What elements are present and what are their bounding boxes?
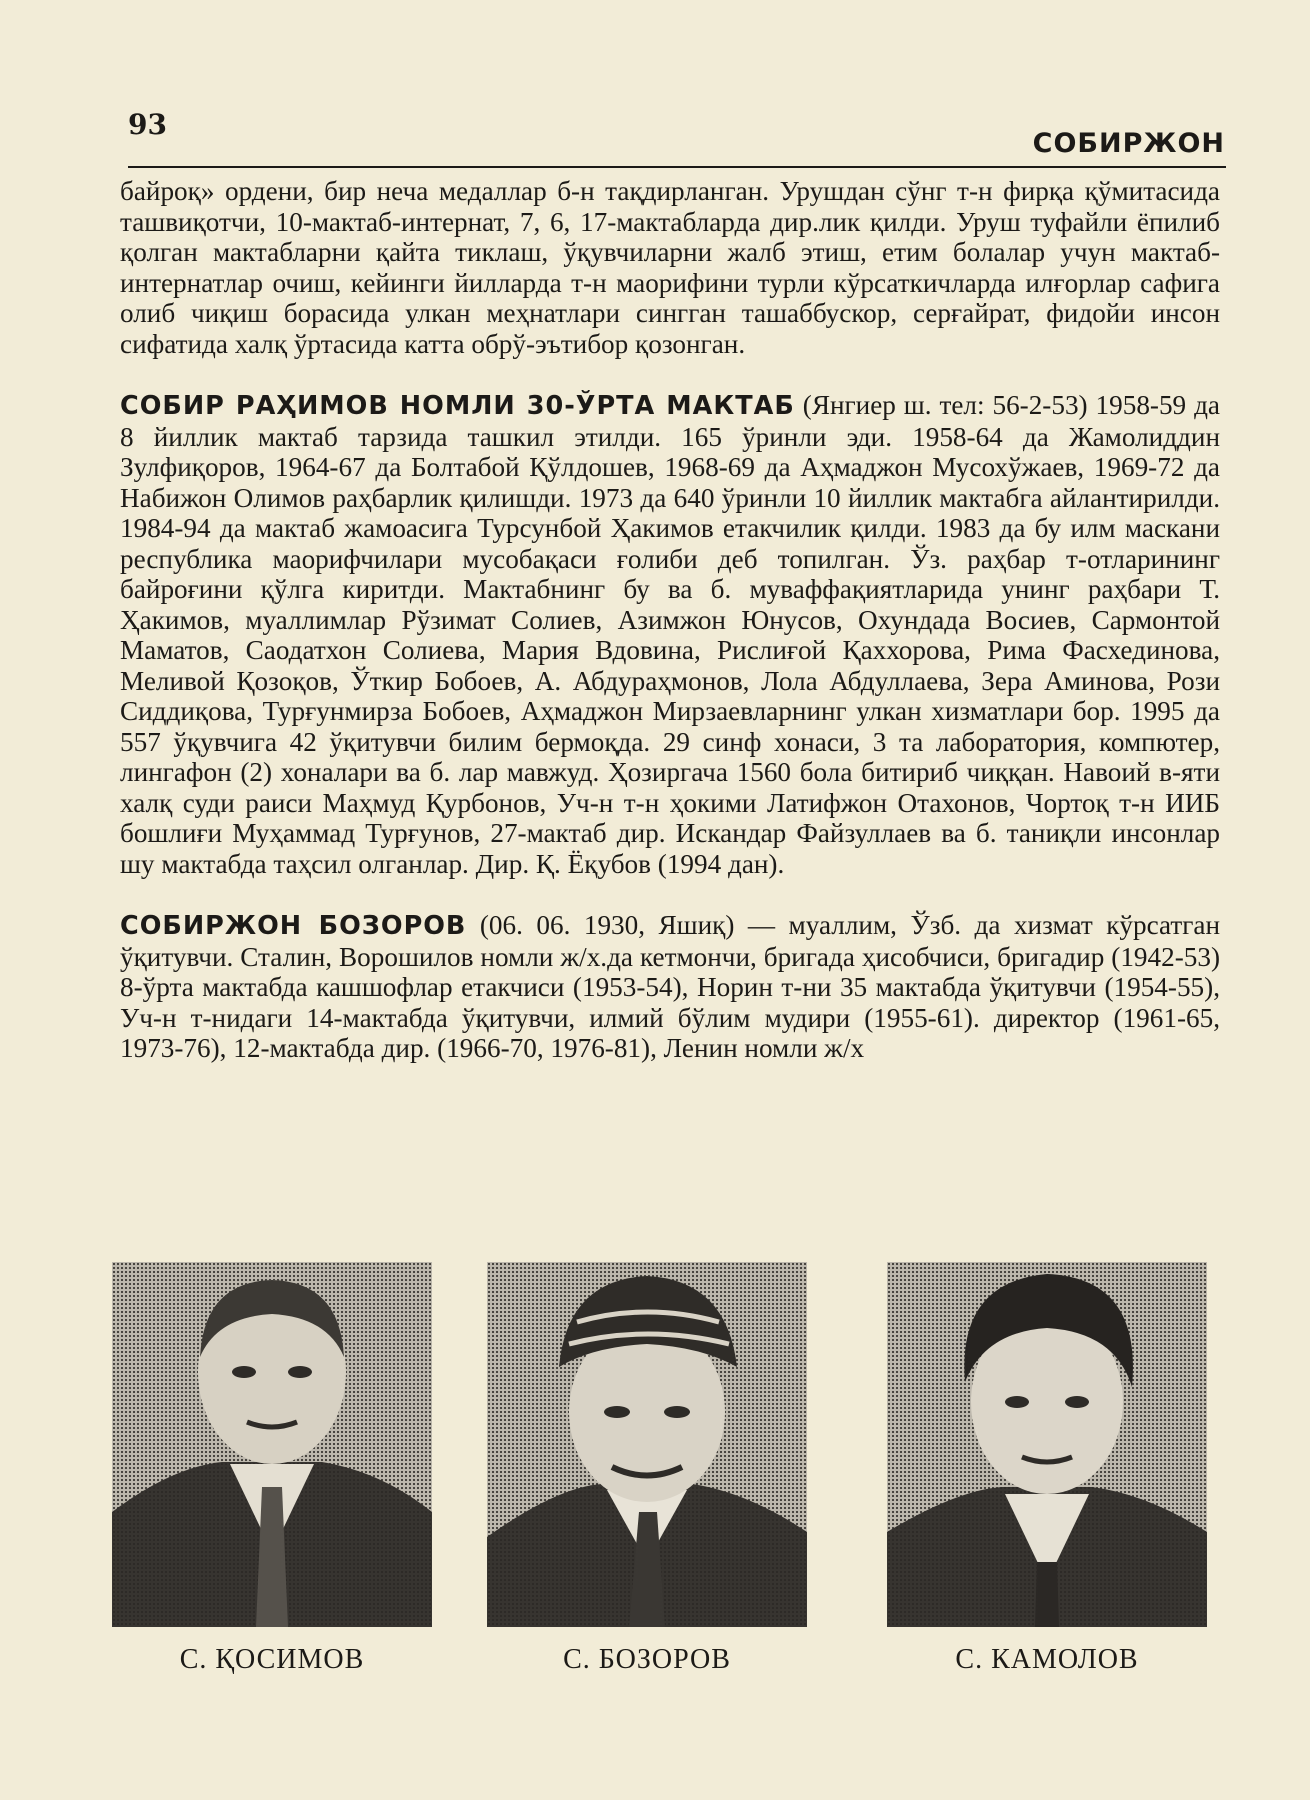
article-body <box>120 176 1220 1095</box>
portrait-caption: С. КАМОЛОВ <box>955 1644 1139 1675</box>
entry-text: (06. 06. 1930, Яшиқ) — муаллим, Ўзб. да хизмат кўрсатган ўқитувчи. Сталин, Ворошилов номли ж/х.да кетмончи, бригада ҳисобчиси, бригадир (1942-53) 8-ўрта мактабда кашшофлар етакчиси (1953-54), Норин т-ни 35 мактабда ўқитувчи (1954-55), Уч-н т-нидаги 14-мактабда ўқитувчи, илмий бўлим мудири (1955-61). директор (1961-65, 1973-76), 12-мактабда дир. (1966-70, 1976-81), Ленин номли ж/х <box>120 910 1220 1063</box>
portrait-photo <box>887 1262 1207 1627</box>
entry-headword: СОБИРЖОН БОЗОРОВ <box>120 911 467 941</box>
entry-school-30 <box>120 390 1220 879</box>
portrait-caption: С. БОЗОРОВ <box>563 1644 731 1675</box>
entry-text: байроқ» ордени, бир неча медаллар б-н тақдирланган. Урушдан сўнг т-н фирқа қўмитасида ташвиқотчи, 10-мактаб-интернат, 7, 6, 17-мактабларда дир.лик қилди. Уруш туфайли ёпилиб қолган мактабларни қайта тиклаш, ўқувчиларни жалб этиш, етим болалар учун мактаб-интернатлар очиш, кейинги йилларда т-н маорифини турли кўрсаткичларда илғорлар сафига олиб чиқиш борасида улкан меҳнатлари сингган ташаббускор, серғайрат, фидойи инсон сифатида халқ ўртасида катта обрў-эътибор қозонган. <box>120 176 1220 359</box>
entry-sobirjon-bozorov <box>120 910 1220 1064</box>
header-rule <box>128 166 1226 168</box>
running-head: СОБИРЖОН <box>1032 128 1225 159</box>
portrait-caption: С. ҚОСИМОВ <box>179 1644 365 1675</box>
entry-text: (Янгиер ш. тел: 56-2-53) 1958-59 да 8 йиллик мактаб тарзида ташкил этилди. 165 ўринли эди. 1958-64 да Жамолиддин Зулфиқоров, 1964-67 да Болтабой Қўлдошев, 1968-69 да Аҳмаджон Мусохўжаев, 1969-72 да Набижон Олимов раҳбарлик қилишди. 1973 да 640 ўринли 10 йиллик мактабга айлантирилди. 1984-94 да мактаб жамоасига Турсунбой Ҳакимов етакчилик қилди. 1983 да бу илм маскани республика маорифчилари мусобақаси ғолиби деб топилган. Ўз. раҳбар т-отларининг байроғини қўлга киритди. Мактабнинг бу ва б. муваффақиятларида унинг раҳбари Т. Ҳакимов, муаллимлар Рўзимат Солиев, Азимжон Юнусов, Охундада Восиев, Сармонтой Маматов, Саодатхон Солиева, Мария Вдовина, Рислиғой Қаххорова, Рима Фасхединова, Меливой Қозоқов, Ўткир Бобоев, А. Абдураҳмонов, Лола Абдуллаева, Зера Аминова, Рози Сиддиқова, Турғунмирза Бобоев, Аҳмаджон Мирзаевларнинг улкан хизматлари бор. 1995 да 557 ўқувчига 42 ўқитувчи билим бермоқда. 29 синф хонаси, 3 та лаборатория, компютер, лингафон (2) хоналари ва б. лар мавжуд. Ҳозиргача 1560 бола битириб чиққан. Навоий в-яти халқ суди раиси Маҳмуд Қурбонов, Уч-н т-н ҳокими Латифжон Отахонов, Чортоқ т-н ИИБ бошлиғи Муҳаммад Турғунов, 27-мактаб дир. Искандар Файзуллаев ва б. таниқли инсонлар шу мактабда таҳсил олганлар. Дир. Қ. Ёқубов (1994 дан). <box>120 390 1220 879</box>
portrait-photo <box>487 1262 807 1627</box>
entry-continuation <box>120 176 1220 359</box>
portrait-photo <box>112 1262 432 1627</box>
portrait-row <box>112 1262 1222 1675</box>
page-number: 93 <box>128 108 167 141</box>
entry-headword: СОБИР РАҲИМОВ НОМЛИ 30-ЎРТА МАКТАБ <box>120 391 795 421</box>
